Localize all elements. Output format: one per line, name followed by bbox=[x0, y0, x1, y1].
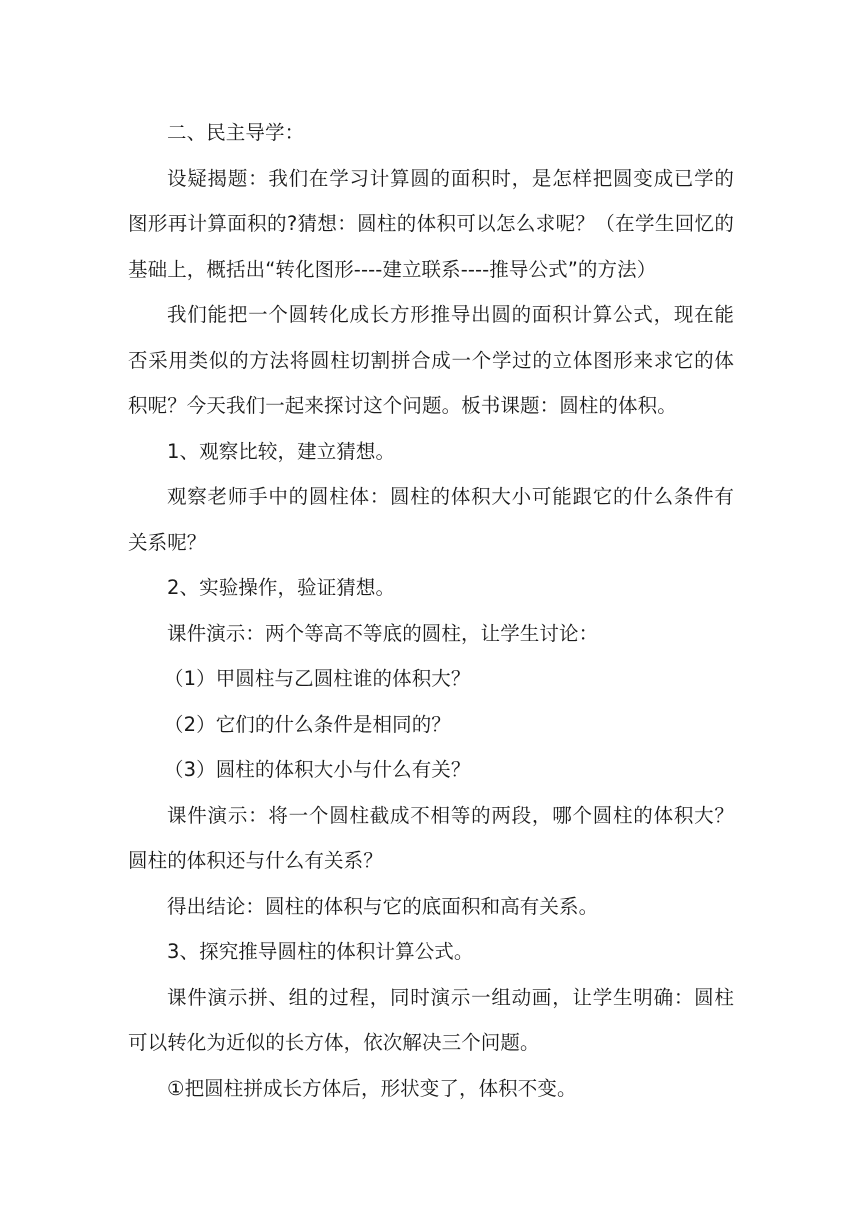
list-item: （3）圆柱的体积大小与什么有关？ bbox=[164, 758, 471, 781]
paragraph: 得出结论：圆柱的体积与它的底面积和高有关系。 bbox=[167, 894, 599, 918]
step-heading: 2、实验操作，验证猜想。 bbox=[167, 576, 396, 599]
paragraph: 观察老师手中的圆柱体：圆柱的体积大小可能跟它的什么条件有关系呢？ bbox=[128, 485, 734, 554]
section-heading: 二、民主导学： bbox=[167, 121, 305, 144]
paragraph: ①把圆柱拼成长方体后，形状变了，体积不变。 bbox=[167, 1076, 577, 1100]
paragraph: 我们能把一个圆转化成长方形推导出圆的面积计算公式，现在能否采用类似的方法将圆柱切割拼合成一个学过的立体图形来求它的体积呢？今天我们一起来探讨这个问题。板书课题：圆柱的体积。 bbox=[128, 303, 734, 417]
step-heading: 1、观察比较，建立猜想。 bbox=[167, 439, 396, 463]
step-heading: 3、探究推导圆柱的体积计算公式。 bbox=[167, 940, 474, 963]
paragraph: 设疑揭题：我们在学习计算圆的面积时，是怎样把圆变成已学的图形再计算面积的?猜想：圆柱的体积可以怎么求呢？（在学生回忆的基础上，概括出“转化图形----建立联系----推导公式”的方法） bbox=[128, 166, 734, 281]
document-body bbox=[128, 110, 734, 1111]
list-item: （1）甲圆柱与乙圆柱谁的体积大？ bbox=[164, 667, 471, 690]
paragraph: 课件演示：两个等高不等底的圆柱，让学生讨论： bbox=[167, 621, 599, 645]
paragraph: 课件演示：将一个圆柱截成不相等的两段，哪个圆柱的体积大？圆柱的体积还与什么有关系？ bbox=[128, 803, 734, 872]
paragraph: 课件演示拼、组的过程，同时演示一组动画，让学生明确：圆柱可以转化为近似的长方体，依次解决三个问题。 bbox=[128, 985, 734, 1054]
list-item: （2）它们的什么条件是相同的？ bbox=[164, 712, 451, 736]
